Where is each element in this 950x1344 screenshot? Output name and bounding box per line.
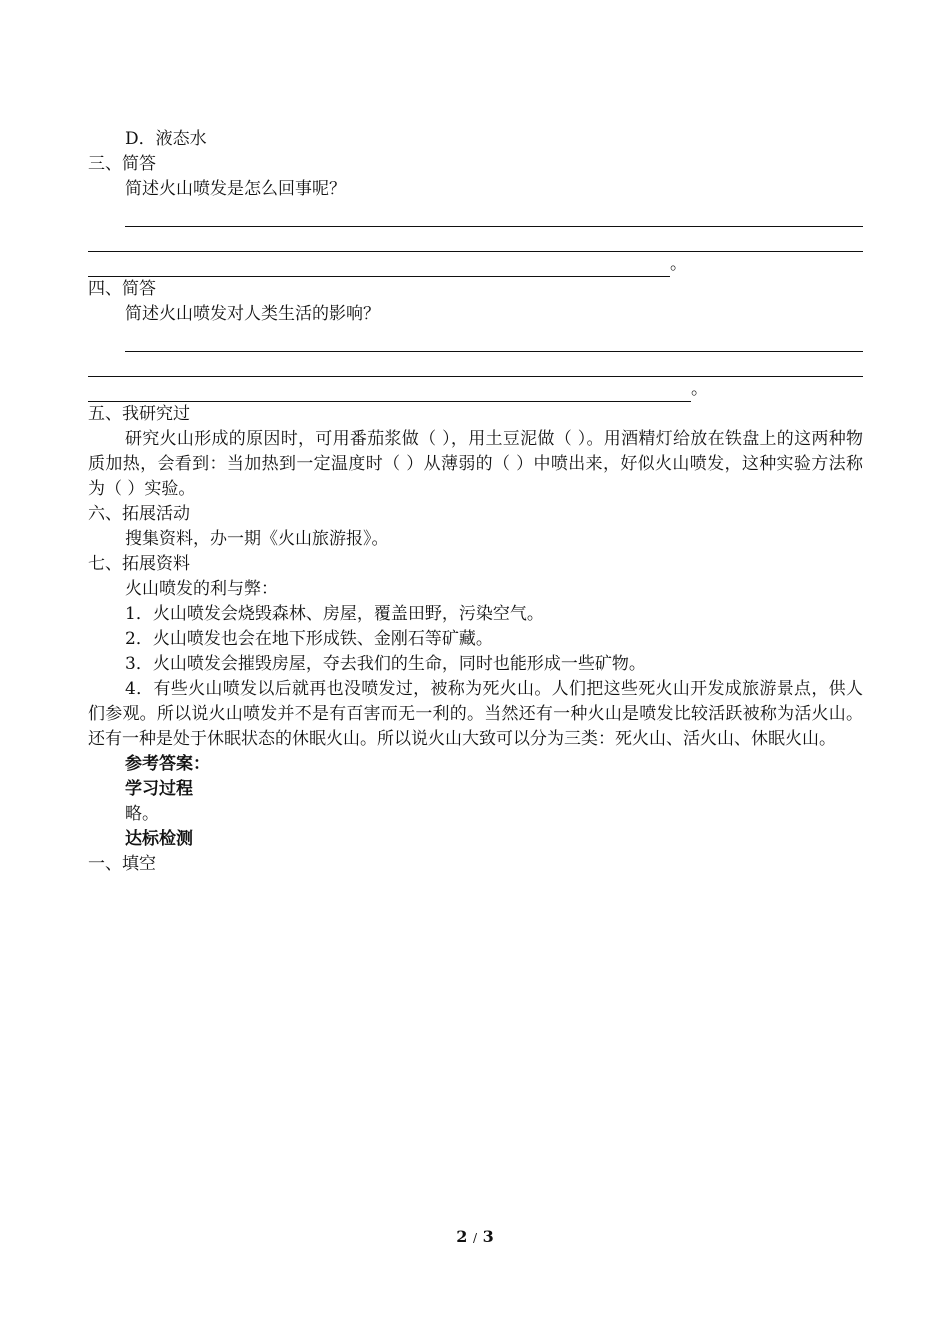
page-number	[0, 1227, 950, 1246]
process-text: 略。	[125, 804, 159, 824]
section-4-heading: 四、简答	[88, 279, 156, 299]
page-separator: /	[472, 1231, 478, 1245]
fill-heading: 一、填空	[88, 854, 156, 874]
total-pages: 3	[482, 1227, 494, 1246]
section-6-text: 搜集资料，办一期《火山旅游报》。	[125, 529, 389, 549]
end-mark: 。	[691, 379, 708, 399]
section-5-text: 研究火山形成的原因时，可用番茄浆做（ ），用土豆泥做（ ）。用酒精灯给放在铁盘上的这两种物质加热，会看到：当加热到一定温度时（ ）从薄弱的（ ）中喷出来，好似火山喷发，这种实验方法称为（ ）实验。	[88, 429, 863, 499]
process-heading: 学习过程	[125, 779, 193, 799]
section-5-heading: 五、我研究过	[88, 404, 190, 424]
answer-line-3-3[interactable]	[88, 252, 863, 277]
list-item: 4．有些火山喷发以后就再也没喷发过，被称为死火山。人们把这些死火山开发成旅游景点，供人们参观。所以说火山喷发并不是有百害而无一利的。当然还有一种火山是喷发比较活跃被称为活火山。还有一种是处于休眠状态的休眠火山。所以说火山大致可以分为三类：死火山、活火山、休眠火山。	[88, 679, 863, 749]
list-item: 1．火山喷发会烧毁森林、房屋，覆盖田野，污染空气。	[125, 604, 544, 624]
answer-line-4-2[interactable]	[88, 352, 863, 377]
section-7-intro: 火山喷发的利与弊：	[125, 579, 278, 599]
answer-line-4-1[interactable]	[88, 327, 863, 352]
section-4-question: 简述火山喷发对人类生活的影响？	[125, 304, 380, 324]
section-3-question: 简述火山喷发是怎么回事呢？	[125, 179, 346, 199]
current-page: 2	[456, 1227, 468, 1246]
answer-line-3-2[interactable]	[88, 227, 863, 252]
answer-line-3-1[interactable]	[88, 202, 863, 227]
section-3-heading: 三、简答	[88, 154, 156, 174]
answers-heading: 参考答案：	[125, 754, 210, 774]
list-item: 2．火山喷发也会在地下形成铁、金刚石等矿藏。	[125, 629, 493, 649]
list-item: 3．火山喷发会摧毁房屋，夺去我们的生命，同时也能形成一些矿物。	[125, 654, 646, 674]
section-7-heading: 七、拓展资料	[88, 554, 190, 574]
end-mark: 。	[670, 254, 687, 274]
section-6-heading: 六、拓展活动	[88, 504, 190, 524]
answer-line-4-3[interactable]	[88, 377, 863, 402]
check-heading: 达标检测	[125, 829, 193, 849]
option-d: D．液态水	[125, 129, 207, 149]
document-body	[88, 127, 863, 877]
